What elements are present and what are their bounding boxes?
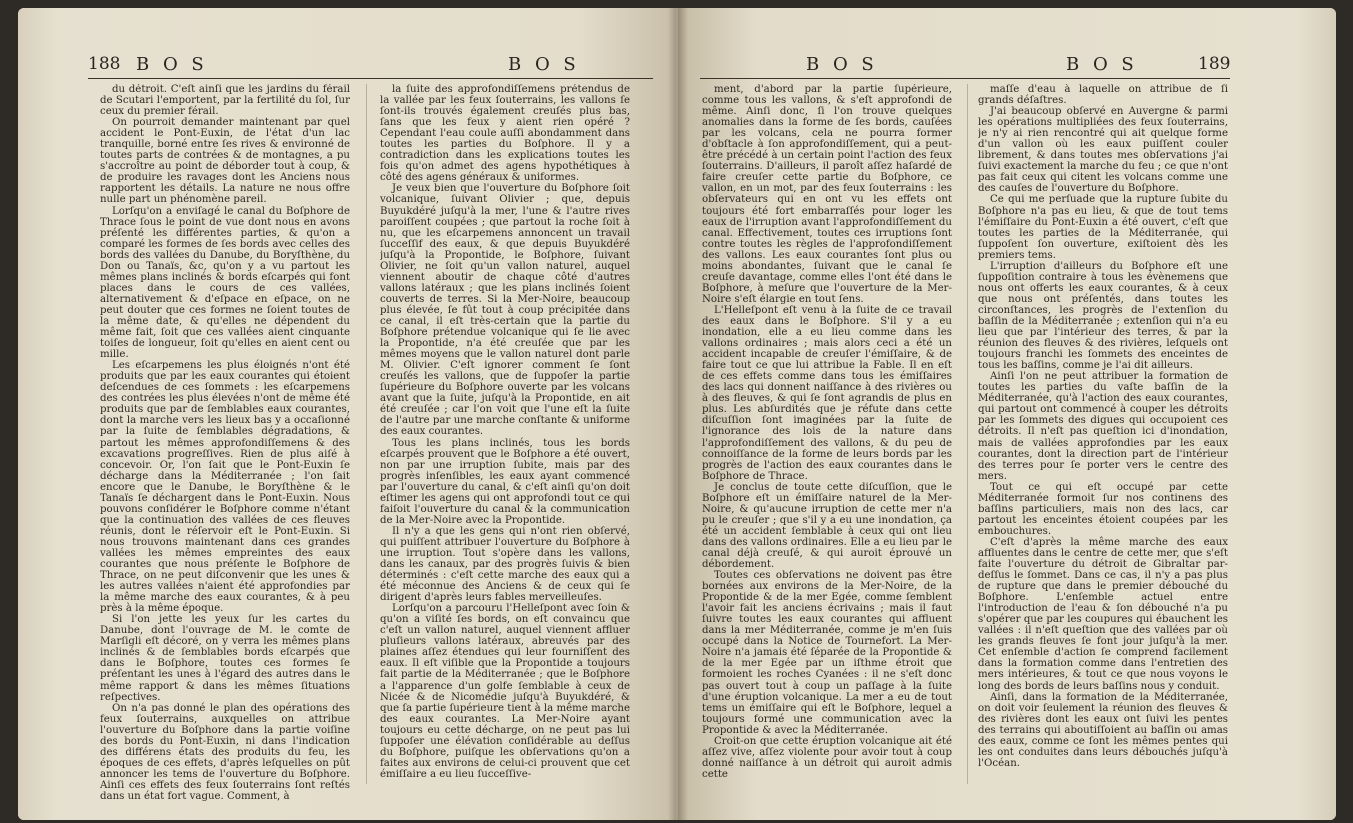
paragraph: Croit-on que cette éruption volcanique ait été aſſez vive, aſſez violente pour avoir tout à coup donné naiſſance à un détroit qui auroit admis cette [702, 735, 952, 780]
paragraph: Toutes ces obſervations ne doivent pas être bornées aux environs de la Mer-Noire, de la Propontide & de la mer Egée, comme ſemblent l'avoir fait les anciens écrivains ; mais il faut ſuivre toutes les eaux courantes qui affluent dans la mer Méditerranée, comme je m'en ſuis occupé dans la Notice de Tournefort. La Mer-Noire n'a jamais été ſéparée de la Propontide & de la mer Egée par un iſthme étroit que formoient les roches Cyanées : il ne s'eſt donc pas ouvert tout à coup un paſſage à la ſuite d'une éruption volcanique. La mer a eu de tout tems un émiſſaire qui eſt le Boſphore, lequel a toujours formé une communication avec la Propontide & avec la Méditerranée. [702, 570, 952, 736]
paragraph: L'irruption d'ailleurs du Boſphore eſt une ſuppoſition contraire à tous les évènemens que nous ont offerts les eaux courantes, & à ceux que nous ont préſentés, dans toutes les circonſtances, les progrès de l'extenſion du baſſin de la Méditerranée ; extenſion qui n'a eu lieu que par l'intérieur des terres, & par la réunion des fleuves & des rivières, leſquels ont toujours franchi les ſommets des enceintes de tous les baſſins, comme je l'ai dit ailleurs. [978, 260, 1228, 372]
right-page [678, 8, 1336, 820]
header-rule [88, 78, 653, 79]
text-column-1 [702, 84, 952, 806]
paragraph: Si l'on jette les yeux ſur les cartes du Danube, dont l'ouvrage de M. le comte de Marſigli eſt décoré, on y verra les mêmes plans inclinés & de ſemblables bords eſcarpés que dans le Boſphore, toutes ces formes ſe préſentant les unes à l'égard des autres dans le même rapport & dans les mêmes ſituations reſpectives. [100, 614, 350, 703]
paragraph: Les eſcarpemens les plus éloignés n'ont été produits que par les eaux courantes qui étoient deſcendues de ces ſommets : les eſcarpemens des contrées les plus élevées n'ont de même été produits que par de ſemblables eaux courantes, dont la marche vers les lieux bas y a occaſionné par la ſuite de ſemblables dégradations, & partout les mêmes approfondiſſemens & des excavations progreſſives. Rien de plus aiſé à concevoir. Or, l'on ſait que le Pont-Euxin ſe décharge dans la Méditerranée ; l'on ſait encore que le Danube, le Boryſthène & le Tanaïs ſe déchargent dans le Pont-Euxin. Nous pouvons conſidérer le Boſphore comme n'étant que la continuation des vallées de ces fleuves réunis, dont le réſervoir eſt le Pont-Euxin. Si nous trouvons maintenant dans ces grandes vallées les mêmes empreintes des eaux courantes que nous préſente le Boſphore de Thrace, on ne peut diſconvenir que les unes & les autres vallées n'aient été approfondies par la même marche des eaux courantes, & à peu près à la même époque. [100, 360, 350, 615]
column-divider [967, 84, 968, 784]
running-head-right: B O S [1066, 54, 1138, 75]
paragraph: du détroit. C'eſt ainſi que les jardins du férail de Scutari l'emportent, par la fertilité du ſol, ſur ceux du premier férail. [100, 84, 350, 118]
page-number: 188 [88, 54, 121, 74]
running-head-center: B O S [806, 54, 878, 75]
paragraph: Je veux bien que l'ouverture du Boſphore ſoit volcanique, ſuivant Olivier ; que, depuis Buyukdéré juſqu'à la mer, l'une & l'autre rives paroiſſent coupées ; que partout la roche ſoit à nu, que les eſcarpemens annoncent un travail ſucceſſif des eaux, & que depuis Buyukdéré juſqu'à la Propontide, le Boſphore, ſuivant Olivier, ne ſoit qu'un vallon naturel, auquel viennent aboutir de chaque côté d'autres vallons latéraux ; que les plans inclinés ſoient couverts de terres. Si la Mer-Noire, beaucoup plus élevée, ſe fût tout à coup précipitée dans ce canal, il eſt très-certain que la partie du Boſphore prétendue volcanique qui ſe lie avec la Propontide, n'a été creuſée que par les mêmes moyens que le vallon naturel dont parle M. Olivier. C'eſt ignorer comment ſe ſont creuſés les vallons, que de ſuppoſer la partie ſupérieure du Boſphore ouverte par les volcans avant que la ſuite, juſqu'à la Propontide, en ait été creuſée ; car l'on voit que l'une eſt la ſuite de l'autre par une marche conſtante & uniforme des eaux courantes. [380, 183, 630, 438]
paragraph: Lorſqu'on a parcouru l'Helleſpont avec ſoin & qu'on a viſité ſes bords, on eſt convaincu que c'eſt un vallon naturel, auquel viennent affluer pluſieurs vallons latéraux, abreuvés par des plaines aſſez étendues qui leur fourniſſent des eaux. Il eſt viſible que la Propontide a toujours fait partie de la Méditerranée ; que le Boſphore a l'apparence d'un golfe ſemblable à ceux de Nicée & de Nicomédie juſqu'à Buyukdéré, & que ſa partie ſupérieure tient à la même marche des eaux courantes. La Mer-Noire ayant toujours eu cette décharge, on ne peut pas lui ſuppoſer une élévation conſidérable au deſſus du Boſphore, puiſque les obſervations qu'on a faites aux environs de celui-ci prouvent que cet émiſſaire a eu lieu ſucceſſive- [380, 603, 630, 780]
paragraph: la ſuite des approfondiſſemens prétendus de la vallée par les feux ſouterrains, les vallons ſe ſont-ils trouvés également creuſés plus bas, ſans que les feux y aient rien opéré ? Cependant l'eau coule auſſi abondamment dans toutes les parties du Boſphore. Il y a contradiction dans les explications toutes les fois qu'on admet des agens hypothétiques à côté des agens généraux & uniformes. [380, 84, 630, 184]
paragraph: Je conclus de toute cette diſcuſſion, que le Boſphore eſt un émiſſaire naturel de la Mer-Noire, & qu'aucune irruption de cette mer n'a pu le creuſer ; que s'il y a eu une inondation, ça été un accident ſemblable à ceux qui ont lieu dans des vallons ordinaires. Elle a eu lieu par le canal déjà creuſé, & qui auroit éprouvé un débordement. [702, 481, 952, 571]
column-divider [366, 84, 367, 784]
paragraph: ment, d'abord par la partie ſupérieure, comme tous les vallons, & s'eſt approfondi de même. Ainſi donc, ſi l'on trouve quelques anomalies dans la forme de ſes bords, cauſées par les volcans, cela ne pourra former d'obſtacle à ſon approfondiſſement, qui a peut-être précédé à un certain point l'action des feux ſouterrains. D'ailleurs, il paroît aſſez haſardé de faire creuſer cette partie du Boſphore, ce vallon, en un mot, par des feux ſouterrains : les obſervateurs qui en ont vu les effets ont toujours été fort embarraſſés pour loger les eaux de l'irruption avant l'approfondiſſement du canal. Effectivement, toutes ces irruptions ſont contre toutes les règles de l'approfondiſſement des vallons. Les eaux courantes ſont plus ou moins abondantes, ſuivant que le canal ſe creuſe davantage, comme elles l'ont été dans le Boſphore, à meſure que l'ouverture de la Mer-Noire s'eſt élargie en tout ſens. [702, 84, 952, 305]
paragraph: J'ai beaucoup obſervé en Auvergne & parmi les opérations multipliées des feux ſouterrains, je n'y ai rien rencontré qui ait quelque forme d'un vallon où les eaux puiſſent couler librement, & dans toutes mes obſervations j'ai ſuivi exactement la marche du feu ; ce que n'ont pas fait ceux qui citent les volcans comme une des cauſes de l'ouverture du Boſphore. [978, 106, 1228, 195]
paragraph: Ce qui me perſuade que la rupture ſubite du Boſphore n'a pas eu lieu, & que de tout tems l'émiſſaire du Pont-Euxin a été ouvert, c'eſt que toutes les parties de la Méditerranée, qui ſuppoſent ſon ouverture, exiſtoient dès les premiers tems. [978, 194, 1228, 261]
book-spread [18, 8, 1336, 820]
paragraph: Lorſqu'on a enviſagé le canal du Boſphore de Thrace ſous le point de vue dont nous en avons préſenté les différentes parties, & qu'on a comparé les formes de ſes bords avec celles des bords des vallées du Danube, du Boryſthène, du Don ou Tanaïs, &c, qu'on y a vu partout les mêmes plans inclinés & bords eſcarpés qui font places dans le cours de ces vallées, alternativement & d'eſpace en eſpace, on ne peut douter que ces formes ne ſoient toutes de la même date, & qu'elles ne dépendent du même fait, ſoit que ces vallées aient cinquante toiſes de longueur, ſoit qu'elles en aient cent ou mille. [100, 205, 350, 361]
paragraph: Tous les plans inclinés, tous les bords eſcarpés prouvent que le Boſphore a été ouvert, non par une irruption ſubite, mais par des progrès inſenſibles, les eaux ayant commencé par l'ouverture du canal, & c'eſt ainſi qu'on doit eſtimer les agens qui ont approfondi tout ce qui faiſoit l'ouverture du canal & la communication de la Mer-Noire avec la Propontide. [380, 437, 630, 526]
paragraph: On n'a pas donné le plan des opérations des feux ſouterrains, auxquelles on attribue l'ouverture du Boſphore dans la partie voiſine des bords du Pont-Euxin, ni dans l'indication des différens états des produits du feu, les époques de ces effets, d'après leſquelles on pût annoncer les tems de l'ouverture du Boſphore. Ainſi ces effets des feux ſouterrains ſont reſtés dans un état fort vague. Comment, à [100, 702, 350, 802]
paragraph: Ainſi l'on ne peut attribuer la formation de toutes les parties du vaſte baſſin de la Méditerranée, qu'à l'action des eaux courantes, qui partout ont commencé à couper les détroits par les ſommets des digues qui occupoient ces détroits. Il n'eſt pas queſtion ici d'inondation, mais de vallées approfondies par les eaux courantes, dont la direction part de l'intérieur des terres pour ſe porter vers le centre des mers. [978, 371, 1228, 482]
text-column-2 [380, 84, 630, 806]
header-rule [700, 78, 1230, 79]
paragraph: Ainſi, dans la formation de la Méditerranée, on doit voir ſeulement la réunion des fleuves & des rivières dont les eaux ont ſuivi les pentes des terrains qui aboutiſſoient au baſſin ou amas des eaux, comme ce ſont les mêmes pentes qui les ont conduites dans leurs débouchés juſqu'à l'Océan. [978, 691, 1228, 769]
paragraph: C'eſt d'après la même marche des eaux affluentes dans le centre de cette mer, que s'eſt faite l'ouverture du détroit de Gibraltar par-deſſus le ſommet. Dans ce cas, il n'y a pas plus de rupture que dans le premier débouché du Boſphore. L'enſemble actuel entre l'introduction de l'eau & ſon débouché n'a pu s'opérer que par les coupures qui ébauchent les vallées : il n'eſt queſtion que des vallées par où les grands fleuves ſe font jour juſqu'à la mer. Cet enſemble d'action ſe comprend facilement dans la formation comme dans l'entretien des mers intérieures, & tout ce que nous voyons le long des bords de leurs baſſins nous y conduit. [978, 536, 1228, 692]
paragraph: maſſe d'eau à laquelle on attribue de ſi grands déſaſtres. [978, 84, 1228, 107]
paragraph: On pourroit demander maintenant par quel accident le Pont-Euxin, de l'état d'un lac tranquille, borné entre ſes rives & environné de toutes parts de contrées & de montagnes, a pu s'accroître au point de déborder tout à coup, & de produire les ravages dont les Anciens nous rapportent les détails. La nature ne nous offre nulle part un phénomène pareil. [100, 117, 350, 206]
paragraph: Tout ce qui eſt occupé par cette Méditerranée formoit ſur nos continens des baſſins particuliers, mais non des lacs, car partout les enceintes étoient coupées par les embouchures. [978, 481, 1228, 537]
paragraph: Il n'y a que les gens qui n'ont rien obſervé, qui puiſſent attribuer l'ouverture du Boſphore à une irruption. Tout s'opère dans les vallons, dans les canaux, par des progrès ſuivis & bien déterminés : c'eſt cette marche des eaux qui a été méconnue des Anciens & de ceux qui ſe dirigent d'après leurs fables merveilleuſes. [380, 525, 630, 604]
page-number: 189 [1198, 54, 1231, 74]
running-head-left: B O S [136, 54, 208, 75]
paragraph: L'Helleſpont eſt venu à la ſuite de ce travail des eaux dans le Boſphore. S'il y a eu inondation, elle a eu lieu comme dans les vallons ordinaires ; mais alors ceci a été un accident incapable de creuſer l'émiſſaire, & de faire tout ce que lui attribue la Fable. Il en eſt de ces effets comme dans tous les émiſſaires des lacs qui donnent naiſſance à des rivières ou à des fleuves, & qui ſe ſont agrandis de plus en plus. Les abſurdités que je réfute dans cette diſcuſſion ſont imaginées par la ſuite de l'ignorance des lois de la nature dans l'approfondiſſement des vallons, & du peu de connoiſſance de la forme de leurs bords par les progrès de l'action des eaux courantes dans le Boſphore de Thrace. [702, 304, 952, 482]
text-column-2 [978, 84, 1228, 806]
left-page [18, 8, 676, 820]
book-gutter [668, 8, 688, 820]
running-head-center: B O S [508, 54, 580, 75]
text-column-1 [100, 84, 350, 806]
